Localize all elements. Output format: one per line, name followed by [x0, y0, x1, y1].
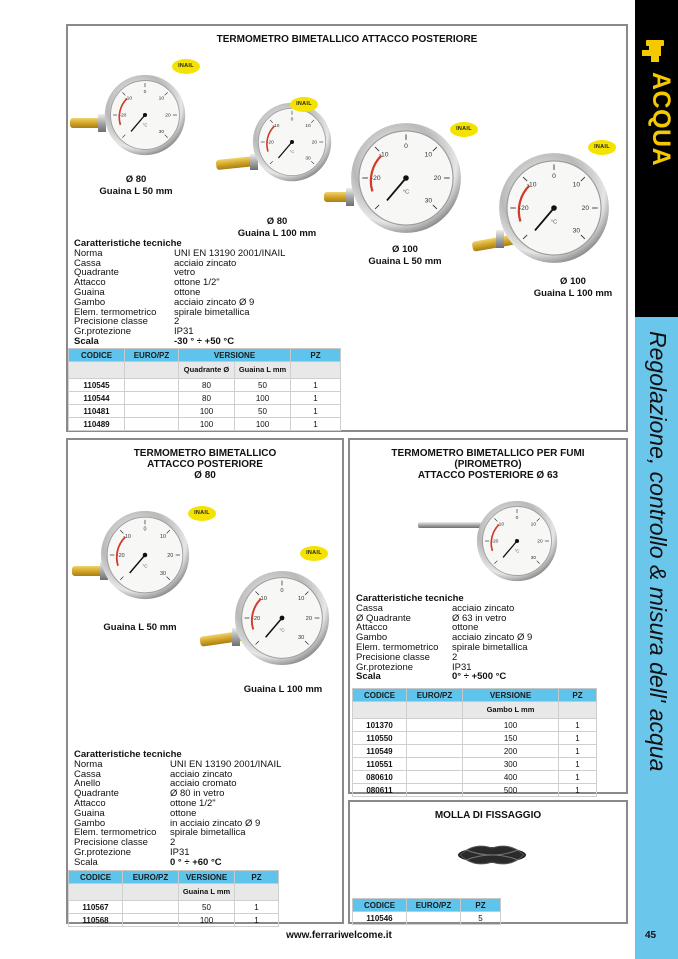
gauge-thermometer-80-100 [216, 102, 336, 202]
price-cell [123, 901, 179, 914]
inail-badge: INAIL [188, 506, 216, 521]
caption-guaina-100: Guaina L 100 mm [243, 684, 323, 695]
gauge-thermometer-100-50 [324, 120, 464, 246]
box-title: TERMOMETRO BIMETALLICO ATTACCO POSTERIORE [216, 34, 478, 45]
price-cell [407, 784, 463, 797]
gauge-thermometer-50 [72, 506, 192, 606]
inail-badge: INAIL [172, 59, 200, 74]
specs-heading: Caratteristiche tecniche [74, 238, 182, 249]
price-table: CODICE EURO/PZ PZ 110546 5 [352, 898, 501, 925]
box-title: MOLLA DI FISSAGGIO [434, 810, 542, 821]
spring-clip-image [454, 838, 530, 872]
product-box-2 [66, 438, 344, 924]
gauge-thermometer-80-50 [70, 70, 190, 170]
price-cell [123, 914, 179, 927]
inail-badge: INAIL [450, 122, 478, 137]
table-row: 110546 5 [353, 912, 501, 925]
table-row: 110550 150 1 [353, 732, 597, 745]
table-row: 110551 300 1 [353, 758, 597, 771]
price-table: CODICE EURO/PZ VERSIONE PZ Gambo L mm 101370 100 1 110550 150 1 110549 200 1 110551 300 1 080610 400 1 080611 500 1 [352, 688, 597, 797]
gauge-thermometer-100-100 [472, 150, 612, 276]
price-table: CODICE EURO/PZ VERSIONE PZ Quadrante Ø Guaina L mm 110545 80 50 1 110544 80 100 1 110481 100 50 1 110489 100 100 1 [68, 348, 341, 431]
product-box-3 [348, 438, 628, 794]
price-cell [125, 392, 179, 405]
inail-badge: INAIL [290, 97, 318, 112]
tap-icon [640, 38, 670, 64]
tech-specs: Caratteristiche tecniche Norma UNI EN 13190 2001/INAIL Cassa acciaio zincato Quadrante vetro Attacco ottone 1/2" Guaina ottone Gambo acciaio zincato Ø 9 Elem. termometrico spirale bimetallica Precisione classe 2 Gr.protezione IP31 Scala -30 ° ÷ +50 °C [74, 238, 286, 347]
section-label-acqua: ACQUA [647, 72, 675, 167]
inail-badge: INAIL [300, 546, 328, 561]
box-title: TERMOMETRO BIMETALLICO ATTACCO POSTERIORE Ø 80 [133, 448, 277, 481]
product-box-1 [66, 24, 628, 432]
section-tab-acqua [635, 0, 678, 317]
section-label-regolazione: Regolazione, controllo & misura dell' acqua [645, 331, 671, 772]
price-cell [407, 732, 463, 745]
table-row: 110489 100 100 1 [69, 418, 341, 431]
price-cell [407, 745, 463, 758]
specs-heading: Caratteristiche tecniche [74, 749, 182, 760]
price-cell [407, 771, 463, 784]
footer-url[interactable]: www.ferrariwelcome.it [286, 930, 392, 941]
price-cell [125, 405, 179, 418]
box-title: TERMOMETRO BIMETALLICO PER FUMI (PIROMETRO) ATTACCO POSTERIORE Ø 63 [391, 448, 585, 481]
price-cell [407, 758, 463, 771]
price-table: CODICE EURO/PZ VERSIONE PZ Guaina L mm 110567 50 1 110568 100 1 [68, 870, 279, 927]
table-row: 110568 100 1 [69, 914, 279, 927]
price-cell [125, 379, 179, 392]
caption-100-50: Ø 100 Guaina L 50 mm [368, 244, 442, 267]
gauge-thermometer-100 [200, 564, 340, 674]
table-row: 080611 500 1 [353, 784, 597, 797]
tech-specs: Caratteristiche tecniche Norma UNI EN 13190 2001/INAIL Cassa acciaio zincato Anello acciaio cromato Quadrante Ø 80 in vetro Attacco ottone 1/2" Guaina ottone Gambo in acciaio zincato Ø 9 Elem. termometrico spirale bimetallica Precisione classe 2 Gr.protezione IP31 Scala 0 ° ÷ +60 °C [74, 749, 282, 868]
table-row: 101370 100 1 [353, 719, 597, 732]
table-row: 110481 100 50 1 [69, 405, 341, 418]
table-row: 110545 80 50 1 [69, 379, 341, 392]
caption-80-100: Ø 80 Guaina L 100 mm [237, 216, 317, 239]
table-row: 110567 50 1 [69, 901, 279, 914]
price-cell [407, 719, 463, 732]
table-row: 080610 400 1 [353, 771, 597, 784]
product-box-4 [348, 800, 628, 924]
gauge-pyrometer [418, 496, 558, 592]
price-cell [125, 418, 179, 431]
inail-badge: INAIL [588, 140, 616, 155]
price-cell [407, 912, 461, 925]
page-number: 45 [645, 930, 657, 941]
section-tab-regolazione [635, 317, 678, 959]
caption-100-100: Ø 100 Guaina L 100 mm [533, 276, 613, 299]
tech-specs: Caratteristiche tecniche Cassa acciaio zincato Ø Quadrante Ø 63 in vetro Attacco ottone Gambo acciaio zincato Ø 9 Elem. termometrico spirale bimetallica Precisione classe 2 Gr.protezione IP31 Scala 0° ÷ +500 °C [356, 593, 533, 683]
caption-80-50: Ø 80 Guaina L 50 mm [99, 174, 173, 197]
table-row: 110544 80 100 1 [69, 392, 341, 405]
caption-guaina-50: Guaina L 50 mm [103, 622, 177, 633]
table-row: 110549 200 1 [353, 745, 597, 758]
specs-heading: Caratteristiche tecniche [356, 593, 464, 604]
